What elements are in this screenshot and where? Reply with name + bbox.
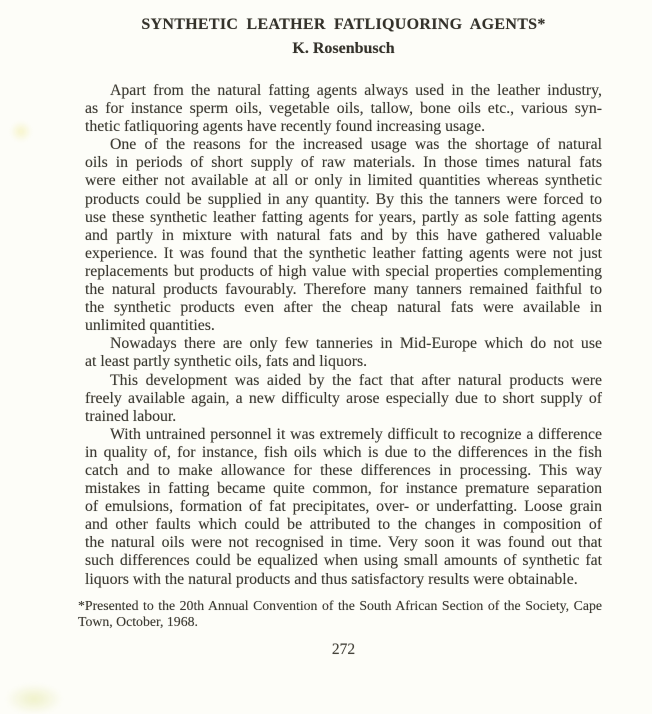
text-line: catch and to make allowance for these differences in processing. This way	[85, 461, 602, 479]
paragraph	[85, 426, 602, 589]
text-line: experience. It was found that the synthetic leather fatting agents were not just	[85, 244, 602, 262]
article-body	[85, 82, 602, 589]
text-line: in quality of, for instance, fish oils which is due to the differences in the fish	[85, 443, 602, 461]
text-line: such differences could be equalized when using small amounts of synthetic fat	[85, 552, 602, 570]
text-line: at least partly synthetic oils, fats and liquors.	[85, 353, 368, 371]
text-line: Apart from the natural fatting agents always used in the leather industry,	[110, 82, 602, 99]
text-line: freely available again, a new difficulty arose especially due to short supply of	[85, 389, 602, 407]
text-line: mistakes in fatting became quite common, for instance premature separation	[85, 480, 602, 498]
scan-artifact	[10, 121, 32, 142]
text-line: and other faults which could be attributed to the changes in composition of	[85, 516, 602, 534]
text-line: the synthetic products even after the cheap natural fats were available in	[85, 299, 602, 317]
text-line: liquors with the natural products and thus satisfactory results were obtainable.	[85, 570, 578, 588]
text-line: With untrained personnel it was extremely difficult to recognize a difference	[110, 425, 602, 443]
paragraph	[85, 136, 602, 335]
text-line: were either not available at all or only in limited quantities whereas synthetic	[85, 172, 602, 190]
text-line: use these synthetic leather fatting agents for years, partly as sole fatting agents	[85, 208, 602, 226]
text-line: Nowadays there are only few tanneries in Mid-Europe which do not use	[110, 335, 602, 353]
paragraph	[85, 335, 602, 371]
text-line: as for instance sperm oils, vegetable oils, tallow, bone oils etc., various syn-	[85, 100, 602, 118]
footnote-line: Town, October, 1968.	[78, 614, 198, 630]
paragraph	[85, 372, 602, 426]
text-line: thetic fatliquoring agents have recently found increasing usage.	[85, 118, 486, 136]
text-line: replacements but products of high value with special properties complementing	[85, 262, 602, 280]
text-line: One of the reasons for the increased usage was the shortage of natural	[110, 136, 602, 154]
footnote	[78, 598, 602, 630]
footnote-line: *Presented to the 20th Annual Convention of the South African Section of the Society, Cape	[78, 598, 602, 613]
text-line: and partly in mixture with natural fats and by this have gathered valuable	[85, 226, 602, 244]
author-name: K. Rosenbusch	[292, 40, 395, 57]
text-line: products could be supplied in any quantity. By this the tanners were forced to	[85, 190, 602, 208]
text-line: the natural products favourably. Therefore many tanners remained faithful to	[85, 281, 602, 299]
text-line: of emulsions, formation of fat precipitates, over- or underfatting. Loose grain	[85, 498, 602, 516]
text-line: trained labour.	[85, 407, 177, 425]
text-line: unlimited quantities.	[85, 317, 215, 335]
page-number: 272	[331, 641, 356, 658]
paragraph	[85, 82, 602, 136]
text-line: the natural oils were not recognised in time. Very soon it was found out that	[85, 534, 602, 552]
page-title: SYNTHETIC LEATHER FATLIQUORING AGENTS*	[141, 16, 546, 33]
text-line: This development was aided by the fact that after natural products were	[110, 371, 602, 389]
text-line: oils in periods of short supply of raw materials. In those times natural fats	[85, 154, 602, 172]
